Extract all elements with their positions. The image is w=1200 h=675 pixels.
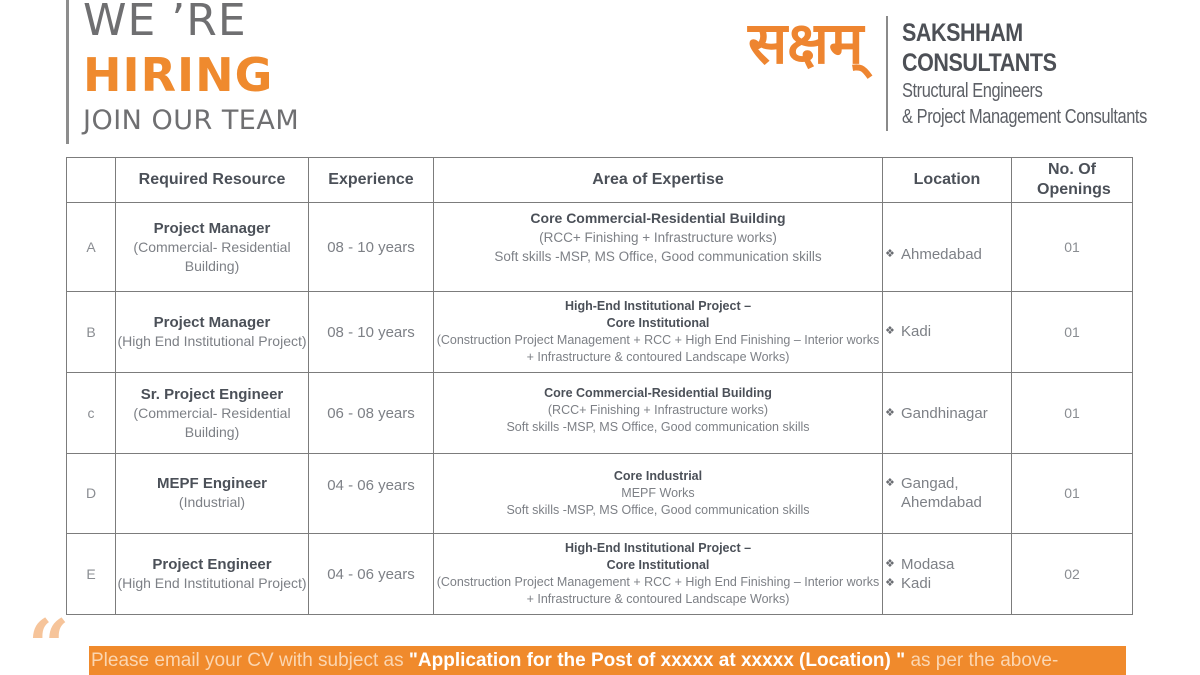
- location-cell: [883, 292, 1012, 373]
- resource-cell: [116, 373, 309, 454]
- resource-subtitle: (Commercial- Residential Building): [133, 404, 291, 440]
- location-item: [885, 322, 1011, 341]
- headline-join-our-team: JOIN OUR TEAM: [83, 105, 300, 136]
- col-header-location: Location: [883, 158, 1012, 203]
- experience-cell: 06 - 08 years: [309, 373, 434, 454]
- area-line: Soft skills -MSP, MS Office, Good communication skills: [494, 249, 822, 264]
- experience-cell: [309, 454, 434, 534]
- resource-cell: [116, 292, 309, 373]
- row-index: D: [67, 454, 116, 534]
- resource-title: Project Engineer: [152, 556, 272, 573]
- company-tagline-1: Structural Engineers: [902, 80, 1043, 102]
- company-logo: [748, 8, 1200, 131]
- openings-cell: 01: [1012, 373, 1133, 454]
- resource-subtitle: (Industrial): [178, 494, 246, 510]
- area-title: Core Commercial-Residential Building: [544, 386, 772, 400]
- company-tagline-2: & Project Management Consultants: [902, 106, 1147, 128]
- area-title: High-End Institutional Project –: [564, 541, 752, 555]
- openings-cell: 01: [1012, 454, 1133, 534]
- company-name-line2: CONSULTANTS: [902, 49, 1057, 77]
- location-cell: [883, 203, 1012, 292]
- openings-table-wrap: [66, 157, 1132, 615]
- area-cell: [434, 534, 883, 615]
- resource-title: Sr. Project Engineer: [140, 385, 284, 403]
- headline-were: WE ’RE: [83, 0, 247, 46]
- row-index: A: [67, 203, 116, 292]
- area-cell: [434, 373, 883, 454]
- logo-devanagari-mark: सक्षम्: [748, 9, 864, 77]
- table-row: [67, 534, 1133, 615]
- diamond-bullet-icon: ❖: [885, 325, 895, 337]
- resource-cell: [116, 454, 309, 534]
- area-title: High-End Institutional Project –: [564, 299, 752, 313]
- hiring-headline: [66, 0, 299, 144]
- location-name: Gangad, Ahemdabad: [901, 475, 982, 511]
- area-line: (Construction Project Management + RCC + High End Finishing – Interior works + Infrastructure & contoured Landscape Works): [436, 575, 880, 606]
- area-cell: [434, 203, 883, 292]
- col-header-area: Area of Expertise: [434, 158, 883, 203]
- quote-mark-icon: “: [28, 603, 70, 675]
- row-index: B: [67, 292, 116, 373]
- resource-cell: [116, 203, 309, 292]
- table-header-row: [67, 158, 1133, 203]
- area-cell: [434, 454, 883, 534]
- table-row: [67, 373, 1133, 454]
- area-title: Core Industrial: [613, 469, 703, 483]
- diamond-bullet-icon: ❖: [885, 558, 895, 570]
- location-name: Gandhinagar: [901, 404, 988, 422]
- location-item: [885, 245, 1011, 264]
- area-cell: [434, 292, 883, 373]
- experience-cell: 08 - 10 years: [309, 292, 434, 373]
- logo-text: [902, 18, 1200, 130]
- experience-cell: 08 - 10 years: [309, 203, 434, 292]
- openings-cell: 02: [1012, 534, 1133, 615]
- application-instructions-banner: [89, 646, 1126, 675]
- area-line: (Construction Project Management + RCC + High End Finishing – Interior works + Infrastructure & contoured Landscape Works): [436, 333, 880, 364]
- location-name: Ahmedabad: [901, 245, 982, 263]
- openings-cell: 01: [1012, 292, 1133, 373]
- resource-title: MEPF Engineer: [156, 475, 268, 492]
- area-line: MEPF Works: [621, 486, 695, 500]
- area-line: (RCC+ Finishing + Infrastructure works): [539, 230, 777, 245]
- logo-divider: [886, 16, 888, 131]
- location-cell: [883, 373, 1012, 454]
- diamond-bullet-icon: ❖: [885, 477, 895, 489]
- location-item: [885, 574, 1011, 593]
- area-line: Soft skills -MSP, MS Office, Good communication skills: [506, 420, 810, 434]
- col-header-index: [67, 158, 116, 203]
- area-title-2: Core Institutional: [606, 558, 710, 572]
- location-name: Kadi: [901, 575, 932, 592]
- col-header-experience: Experience: [309, 158, 434, 203]
- area-title-2: Core Institutional: [606, 316, 710, 330]
- openings-table: [66, 157, 1133, 615]
- resource-title: Project Manager: [153, 219, 271, 237]
- diamond-bullet-icon: ❖: [885, 577, 895, 589]
- area-line: (RCC+ Finishing + Infrastructure works): [547, 403, 769, 417]
- cta-prefix: Please email your CV with subject as: [91, 650, 409, 671]
- table-row: [67, 292, 1133, 373]
- location-cell: [883, 534, 1012, 615]
- location-item: [885, 555, 1011, 574]
- resource-cell: [116, 534, 309, 615]
- location-name: Kadi: [901, 323, 932, 340]
- headline-hiring: HIRING: [83, 48, 274, 102]
- diamond-bullet-icon: ❖: [885, 406, 895, 419]
- area-title: Core Commercial-Residential Building: [530, 210, 786, 226]
- table-row: [67, 454, 1133, 534]
- row-index: c: [67, 373, 116, 454]
- col-header-resource: Required Resource: [116, 158, 309, 203]
- location-item: [885, 404, 1011, 423]
- company-name-line1: SAKSHHAM: [902, 19, 1023, 47]
- cta-suffix: as per the above-: [905, 650, 1059, 671]
- experience-cell: 04 - 06 years: [309, 534, 434, 615]
- area-line: Soft skills -MSP, MS Office, Good communication skills: [506, 503, 810, 517]
- resource-subtitle: (High End Institutional Project): [117, 333, 307, 349]
- cta-subject-line: "Application for the Post of xxxxx at xxxxx (Location) ": [408, 650, 906, 671]
- row-index: E: [67, 534, 116, 615]
- resource-title: Project Manager: [153, 314, 271, 331]
- experience-value: 04 - 06 years: [327, 477, 415, 494]
- table-row: [67, 203, 1133, 292]
- openings-cell: 01: [1012, 203, 1133, 292]
- location-cell: [883, 454, 1012, 534]
- location-item: [885, 474, 1011, 512]
- diamond-bullet-icon: ❖: [885, 247, 895, 260]
- location-name: Modasa: [901, 556, 955, 573]
- col-header-openings: [1012, 158, 1133, 203]
- col-header-openings-label: No. Of Openings: [1037, 161, 1111, 198]
- resource-subtitle: (Commercial- Residential Building): [133, 238, 291, 274]
- resource-subtitle: (High End Institutional Project): [117, 575, 307, 591]
